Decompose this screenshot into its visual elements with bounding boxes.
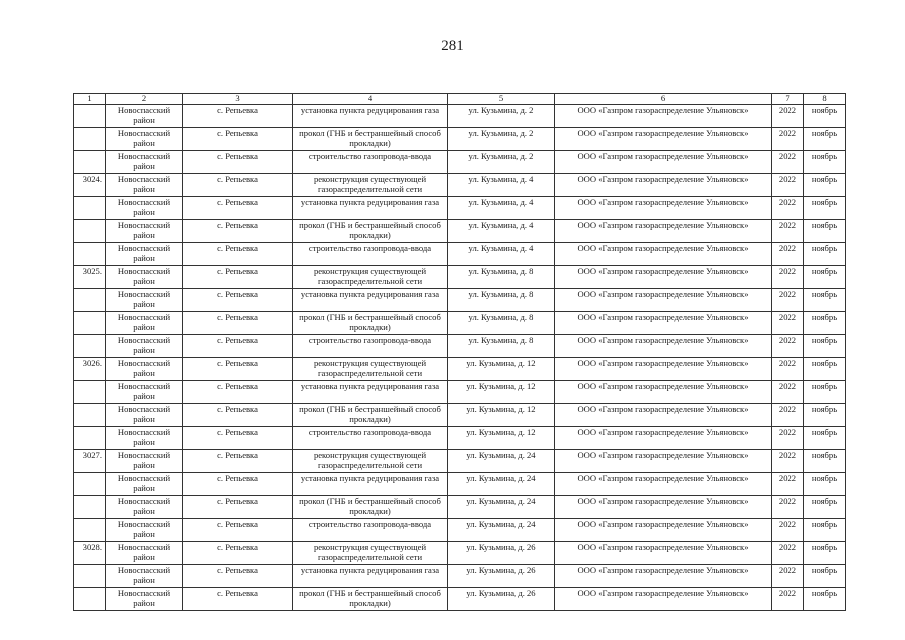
organization-cell: ООО «Газпром газораспределение Ульяновск» [555, 266, 772, 289]
address-cell: ул. Кузьмина, д. 24 [448, 450, 555, 473]
data-table [73, 93, 846, 611]
column-header: 8 [804, 94, 846, 105]
village-cell: с. Репьевка [183, 542, 293, 565]
month-cell: ноябрь [804, 197, 846, 220]
column-header: 7 [772, 94, 804, 105]
month-cell: ноябрь [804, 105, 846, 128]
work-type-cell: прокол (ГНБ и бестраншейный способ прокладки) [293, 128, 448, 151]
row-number-cell: 3026. [74, 358, 106, 381]
table-row [74, 588, 846, 611]
row-number-cell [74, 496, 106, 519]
month-cell: ноябрь [804, 565, 846, 588]
table-row [74, 381, 846, 404]
row-number-cell [74, 404, 106, 427]
table-row [74, 450, 846, 473]
column-header: 1 [74, 94, 106, 105]
column-header: 2 [106, 94, 183, 105]
address-cell: ул. Кузьмина, д. 8 [448, 266, 555, 289]
district-cell: Новоспасский район [106, 266, 183, 289]
village-cell: с. Репьевка [183, 519, 293, 542]
month-cell: ноябрь [804, 128, 846, 151]
organization-cell: ООО «Газпром газораспределение Ульяновск» [555, 519, 772, 542]
work-type-cell: прокол (ГНБ и бестраншейный способ прокладки) [293, 220, 448, 243]
month-cell: ноябрь [804, 220, 846, 243]
row-number-cell [74, 243, 106, 266]
table-row [74, 243, 846, 266]
village-cell: с. Репьевка [183, 427, 293, 450]
row-number-cell: 3024. [74, 174, 106, 197]
table-row [74, 174, 846, 197]
month-cell: ноябрь [804, 358, 846, 381]
month-cell: ноябрь [804, 335, 846, 358]
district-cell: Новоспасский район [106, 565, 183, 588]
column-header: 6 [555, 94, 772, 105]
row-number-cell: 3027. [74, 450, 106, 473]
table-row [74, 496, 846, 519]
work-type-cell: установка пункта редуцирования газа [293, 105, 448, 128]
village-cell: с. Репьевка [183, 450, 293, 473]
district-cell: Новоспасский район [106, 358, 183, 381]
organization-cell: ООО «Газпром газораспределение Ульяновск» [555, 358, 772, 381]
year-cell: 2022 [772, 565, 804, 588]
month-cell: ноябрь [804, 151, 846, 174]
village-cell: с. Репьевка [183, 105, 293, 128]
organization-cell: ООО «Газпром газораспределение Ульяновск» [555, 335, 772, 358]
work-type-cell: реконструкция существующей газораспределительной сети [293, 266, 448, 289]
village-cell: с. Репьевка [183, 335, 293, 358]
row-number-cell [74, 335, 106, 358]
table-row [74, 404, 846, 427]
year-cell: 2022 [772, 450, 804, 473]
month-cell: ноябрь [804, 427, 846, 450]
district-cell: Новоспасский район [106, 335, 183, 358]
organization-cell: ООО «Газпром газораспределение Ульяновск» [555, 128, 772, 151]
month-cell: ноябрь [804, 496, 846, 519]
village-cell: с. Репьевка [183, 404, 293, 427]
village-cell: с. Репьевка [183, 358, 293, 381]
month-cell: ноябрь [804, 542, 846, 565]
year-cell: 2022 [772, 197, 804, 220]
table-row [74, 312, 846, 335]
month-cell: ноябрь [804, 266, 846, 289]
year-cell: 2022 [772, 105, 804, 128]
year-cell: 2022 [772, 128, 804, 151]
address-cell: ул. Кузьмина, д. 2 [448, 105, 555, 128]
district-cell: Новоспасский район [106, 128, 183, 151]
address-cell: ул. Кузьмина, д. 8 [448, 312, 555, 335]
table-row [74, 151, 846, 174]
organization-cell: ООО «Газпром газораспределение Ульяновск» [555, 450, 772, 473]
address-cell: ул. Кузьмина, д. 12 [448, 404, 555, 427]
row-number-cell [74, 128, 106, 151]
work-type-cell: прокол (ГНБ и бестраншейный способ прокладки) [293, 496, 448, 519]
address-cell: ул. Кузьмина, д. 12 [448, 381, 555, 404]
year-cell: 2022 [772, 220, 804, 243]
organization-cell: ООО «Газпром газораспределение Ульяновск» [555, 174, 772, 197]
address-cell: ул. Кузьмина, д. 2 [448, 151, 555, 174]
district-cell: Новоспасский район [106, 105, 183, 128]
village-cell: с. Репьевка [183, 473, 293, 496]
year-cell: 2022 [772, 266, 804, 289]
address-cell: ул. Кузьмина, д. 8 [448, 289, 555, 312]
district-cell: Новоспасский район [106, 473, 183, 496]
village-cell: с. Репьевка [183, 588, 293, 611]
table-row [74, 220, 846, 243]
address-cell: ул. Кузьмина, д. 12 [448, 427, 555, 450]
address-cell: ул. Кузьмина, д. 4 [448, 243, 555, 266]
address-cell: ул. Кузьмина, д. 26 [448, 588, 555, 611]
table-row [74, 197, 846, 220]
column-header: 3 [183, 94, 293, 105]
organization-cell: ООО «Газпром газораспределение Ульяновск» [555, 381, 772, 404]
district-cell: Новоспасский район [106, 427, 183, 450]
year-cell: 2022 [772, 243, 804, 266]
address-cell: ул. Кузьмина, д. 8 [448, 335, 555, 358]
village-cell: с. Репьевка [183, 243, 293, 266]
year-cell: 2022 [772, 427, 804, 450]
year-cell: 2022 [772, 473, 804, 496]
table-row [74, 542, 846, 565]
page-number: 281 [441, 38, 464, 54]
year-cell: 2022 [772, 174, 804, 197]
year-cell: 2022 [772, 289, 804, 312]
work-type-cell: прокол (ГНБ и бестраншейный способ прокладки) [293, 588, 448, 611]
row-number-cell [74, 588, 106, 611]
district-cell: Новоспасский район [106, 542, 183, 565]
year-cell: 2022 [772, 335, 804, 358]
district-cell: Новоспасский район [106, 220, 183, 243]
row-number-cell [74, 381, 106, 404]
work-type-cell: строительство газопровода-ввода [293, 519, 448, 542]
month-cell: ноябрь [804, 473, 846, 496]
work-type-cell: установка пункта редуцирования газа [293, 197, 448, 220]
row-number-cell [74, 312, 106, 335]
district-cell: Новоспасский район [106, 243, 183, 266]
organization-cell: ООО «Газпром газораспределение Ульяновск» [555, 105, 772, 128]
district-cell: Новоспасский район [106, 174, 183, 197]
address-cell: ул. Кузьмина, д. 24 [448, 519, 555, 542]
work-type-cell: установка пункта редуцирования газа [293, 473, 448, 496]
village-cell: с. Репьевка [183, 496, 293, 519]
work-type-cell: установка пункта редуцирования газа [293, 565, 448, 588]
village-cell: с. Репьевка [183, 289, 293, 312]
month-cell: ноябрь [804, 588, 846, 611]
organization-cell: ООО «Газпром газораспределение Ульяновск» [555, 243, 772, 266]
village-cell: с. Репьевка [183, 565, 293, 588]
organization-cell: ООО «Газпром газораспределение Ульяновск» [555, 588, 772, 611]
year-cell: 2022 [772, 151, 804, 174]
village-cell: с. Репьевка [183, 151, 293, 174]
address-cell: ул. Кузьмина, д. 4 [448, 220, 555, 243]
table-row [74, 565, 846, 588]
year-cell: 2022 [772, 312, 804, 335]
table-row [74, 427, 846, 450]
organization-cell: ООО «Газпром газораспределение Ульяновск» [555, 289, 772, 312]
table-row [74, 128, 846, 151]
district-cell: Новоспасский район [106, 588, 183, 611]
organization-cell: ООО «Газпром газораспределение Ульяновск» [555, 197, 772, 220]
district-cell: Новоспасский район [106, 381, 183, 404]
district-cell: Новоспасский район [106, 496, 183, 519]
address-cell: ул. Кузьмина, д. 12 [448, 358, 555, 381]
year-cell: 2022 [772, 496, 804, 519]
row-number-cell [74, 105, 106, 128]
table-row [74, 358, 846, 381]
address-cell: ул. Кузьмина, д. 24 [448, 473, 555, 496]
month-cell: ноябрь [804, 381, 846, 404]
row-number-cell [74, 565, 106, 588]
work-type-cell: строительство газопровода-ввода [293, 335, 448, 358]
table-body [74, 105, 846, 611]
organization-cell: ООО «Газпром газораспределение Ульяновск» [555, 565, 772, 588]
organization-cell: ООО «Газпром газораспределение Ульяновск» [555, 427, 772, 450]
village-cell: с. Репьевка [183, 312, 293, 335]
work-type-cell: строительство газопровода-ввода [293, 243, 448, 266]
work-type-cell: реконструкция существующей газораспределительной сети [293, 542, 448, 565]
work-type-cell: строительство газопровода-ввода [293, 151, 448, 174]
row-number-cell [74, 151, 106, 174]
organization-cell: ООО «Газпром газораспределение Ульяновск» [555, 151, 772, 174]
table-row [74, 289, 846, 312]
work-type-cell: строительство газопровода-ввода [293, 427, 448, 450]
year-cell: 2022 [772, 404, 804, 427]
month-cell: ноябрь [804, 519, 846, 542]
district-cell: Новоспасский район [106, 404, 183, 427]
table-row [74, 266, 846, 289]
address-cell: ул. Кузьмина, д. 2 [448, 128, 555, 151]
village-cell: с. Репьевка [183, 220, 293, 243]
village-cell: с. Репьевка [183, 174, 293, 197]
village-cell: с. Репьевка [183, 197, 293, 220]
table-header-row [74, 94, 846, 105]
year-cell: 2022 [772, 519, 804, 542]
address-cell: ул. Кузьмина, д. 24 [448, 496, 555, 519]
organization-cell: ООО «Газпром газораспределение Ульяновск» [555, 220, 772, 243]
year-cell: 2022 [772, 358, 804, 381]
row-number-cell [74, 289, 106, 312]
year-cell: 2022 [772, 542, 804, 565]
work-type-cell: установка пункта редуцирования газа [293, 381, 448, 404]
column-header: 5 [448, 94, 555, 105]
address-cell: ул. Кузьмина, д. 26 [448, 565, 555, 588]
work-type-cell: реконструкция существующей газораспределительной сети [293, 174, 448, 197]
row-number-cell [74, 197, 106, 220]
month-cell: ноябрь [804, 450, 846, 473]
year-cell: 2022 [772, 381, 804, 404]
organization-cell: ООО «Газпром газораспределение Ульяновск» [555, 496, 772, 519]
table-row [74, 105, 846, 128]
row-number-cell [74, 519, 106, 542]
column-header: 4 [293, 94, 448, 105]
row-number-cell [74, 220, 106, 243]
district-cell: Новоспасский район [106, 450, 183, 473]
work-type-cell: установка пункта редуцирования газа [293, 289, 448, 312]
month-cell: ноябрь [804, 312, 846, 335]
district-cell: Новоспасский район [106, 312, 183, 335]
address-cell: ул. Кузьмина, д. 4 [448, 174, 555, 197]
organization-cell: ООО «Газпром газораспределение Ульяновск» [555, 473, 772, 496]
district-cell: Новоспасский район [106, 197, 183, 220]
month-cell: ноябрь [804, 289, 846, 312]
month-cell: ноябрь [804, 243, 846, 266]
organization-cell: ООО «Газпром газораспределение Ульяновск» [555, 404, 772, 427]
address-cell: ул. Кузьмина, д. 4 [448, 197, 555, 220]
district-cell: Новоспасский район [106, 519, 183, 542]
row-number-cell: 3028. [74, 542, 106, 565]
district-cell: Новоспасский район [106, 151, 183, 174]
table-row [74, 335, 846, 358]
organization-cell: ООО «Газпром газораспределение Ульяновск» [555, 542, 772, 565]
table-row [74, 519, 846, 542]
table-row [74, 473, 846, 496]
village-cell: с. Репьевка [183, 381, 293, 404]
month-cell: ноябрь [804, 174, 846, 197]
address-cell: ул. Кузьмина, д. 26 [448, 542, 555, 565]
work-type-cell: прокол (ГНБ и бестраншейный способ прокладки) [293, 404, 448, 427]
row-number-cell [74, 473, 106, 496]
district-cell: Новоспасский район [106, 289, 183, 312]
organization-cell: ООО «Газпром газораспределение Ульяновск» [555, 312, 772, 335]
year-cell: 2022 [772, 588, 804, 611]
village-cell: с. Репьевка [183, 266, 293, 289]
village-cell: с. Репьевка [183, 128, 293, 151]
work-type-cell: реконструкция существующей газораспределительной сети [293, 450, 448, 473]
month-cell: ноябрь [804, 404, 846, 427]
row-number-cell: 3025. [74, 266, 106, 289]
row-number-cell [74, 427, 106, 450]
work-type-cell: прокол (ГНБ и бестраншейный способ прокладки) [293, 312, 448, 335]
work-type-cell: реконструкция существующей газораспределительной сети [293, 358, 448, 381]
